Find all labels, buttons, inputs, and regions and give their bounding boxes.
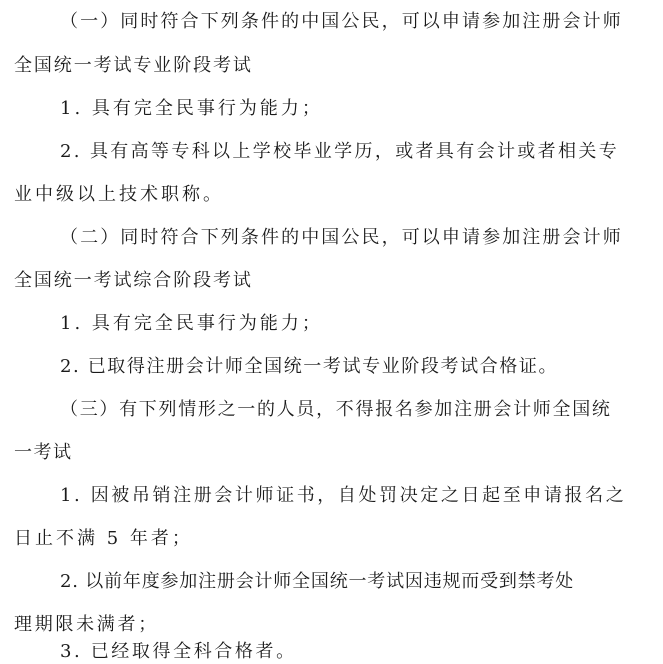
section-3-item-2-line-1: 2. 以前年度参加注册会计师全国统一考试因违规而受到禁考处 bbox=[60, 571, 575, 592]
section-3-heading-line-1: （三）有下列情形之一的人员，不得报名参加注册会计师全国统 bbox=[60, 399, 612, 420]
section-1-item-2-line-1: 2. 具有高等专科以上学校毕业学历，或者具有会计或者相关专 bbox=[60, 141, 620, 162]
section-3-item-3: 3. 已经取得全科合格者。 bbox=[60, 641, 297, 662]
section-2-heading-line-2: 全国统一考试综合阶段考试 bbox=[14, 270, 253, 291]
section-1-heading-line-1: （一）同时符合下列条件的中国公民，可以申请参加注册会计师 bbox=[60, 11, 623, 32]
section-3-heading-line-2: 一考试 bbox=[14, 442, 73, 463]
section-3-item-1-line-2: 日止不满 5 年者； bbox=[14, 528, 193, 549]
section-1-heading-line-2: 全国统一考试专业阶段考试 bbox=[14, 55, 253, 76]
section-2-heading-line-1: （二）同时符合下列条件的中国公民，可以申请参加注册会计师 bbox=[60, 227, 623, 248]
section-2-item-2: 2. 已取得注册会计师全国统一考试专业阶段考试合格证。 bbox=[60, 356, 559, 377]
section-2-item-1: 1. 具有完全民事行为能力； bbox=[60, 313, 323, 334]
section-1-item-1: 1. 具有完全民事行为能力； bbox=[60, 98, 323, 119]
section-1-item-2-line-2: 业中级以上技术职称。 bbox=[14, 184, 224, 205]
section-3-item-2-line-2: 理期限未满者； bbox=[14, 614, 159, 635]
section-3-item-1-line-1: 1. 因被吊销注册会计师证书，自处罚决定之日起至申请报名之 bbox=[60, 485, 627, 506]
